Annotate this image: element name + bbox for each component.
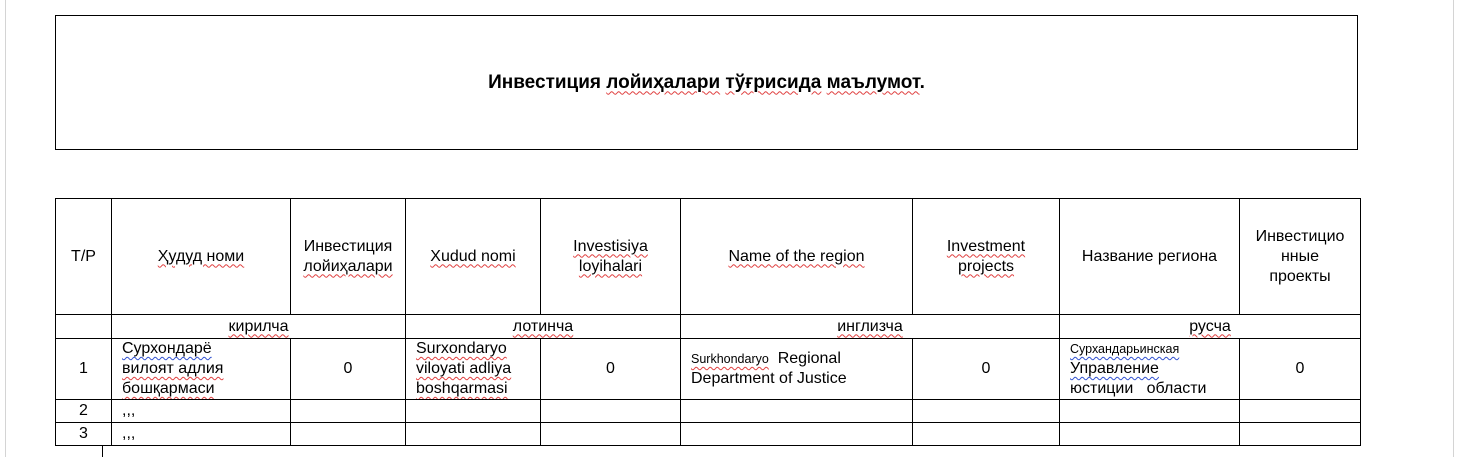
text-cursor: [102, 446, 103, 457]
header-lat-region: [406, 199, 541, 315]
cell-text: Regional: [768, 350, 841, 367]
language-row: [56, 315, 1361, 339]
header-text: Инвестиция: [303, 237, 393, 255]
language-cyrillic: [112, 315, 406, 339]
empty-cell: [1060, 423, 1240, 446]
cell-text: юстиции области: [1070, 380, 1207, 397]
ru-projects-cell: 0: [1240, 339, 1361, 400]
header-text: loyihalari: [578, 257, 643, 275]
language-label: лотинча: [512, 317, 574, 335]
header-text: Investment: [946, 237, 1026, 255]
lat-region-cell: [406, 339, 541, 400]
language-label: кирилча: [228, 317, 289, 335]
page-edge-right: [1453, 0, 1454, 457]
investment-table: [55, 198, 1361, 446]
empty-cell: [541, 423, 681, 446]
header-text: проекты: [1269, 267, 1331, 285]
language-label: инглизча: [837, 317, 903, 335]
en-projects-cell: 0: [913, 339, 1060, 400]
table-row: [56, 339, 1361, 400]
header-tp: Т/Р: [56, 199, 112, 315]
cyr-region-cell: ,,,: [112, 400, 291, 423]
table-row: [56, 400, 1361, 423]
empty-cell: [291, 423, 406, 446]
empty-cell: [1240, 423, 1361, 446]
header-lat-projects: [541, 199, 681, 315]
page-edge-left: [5, 0, 6, 457]
title-word: Инвестиция: [488, 71, 607, 93]
cell-text: Сурхандарьинская: [1070, 342, 1180, 356]
title-word: маълумот: [826, 71, 920, 93]
header-cyr-region: [112, 199, 291, 315]
header-cyr-projects: [291, 199, 406, 315]
cyr-projects-cell: 0: [291, 339, 406, 400]
header-text: Xudud nomi: [430, 247, 516, 265]
header-ru-projects: [1240, 199, 1361, 315]
cell-text: вилоят адлия: [122, 360, 224, 377]
cyr-region-cell: ,,,: [112, 423, 291, 446]
cell-text: бошқармаси: [122, 380, 215, 397]
header-text: Investisiya: [573, 237, 648, 255]
cyr-region-cell: [112, 339, 291, 400]
empty-cell: [406, 400, 541, 423]
title-period: .: [919, 71, 925, 93]
title-word: лойиҳалари: [606, 71, 721, 93]
empty-cell: [681, 423, 913, 446]
cell-text: Department of Justice: [691, 370, 847, 387]
header-en-projects: [913, 199, 1060, 315]
language-latin: [406, 315, 681, 339]
cell-text: Surkhondaryo: [691, 352, 769, 366]
cell-text: viloyati adliya: [416, 360, 512, 377]
lat-projects-cell: 0: [541, 339, 681, 400]
cell-text: Управление: [1070, 360, 1159, 377]
header-text: Инвестицио: [1255, 227, 1345, 245]
header-text: projects: [957, 257, 1015, 275]
header-en-region: [681, 199, 913, 315]
cell-text: Сурхондарё: [122, 340, 212, 357]
language-label: русча: [1189, 317, 1231, 335]
empty-cell: [913, 400, 1060, 423]
empty-cell: [1060, 400, 1240, 423]
header-text: Ҳудуд номи: [157, 247, 245, 265]
cell-text: boshqarmasi: [416, 380, 508, 397]
en-region-cell: [681, 339, 913, 400]
empty-cell: [681, 400, 913, 423]
header-text: лойиҳалари: [303, 257, 393, 275]
language-russian: [1060, 315, 1361, 339]
empty-cell: [1240, 400, 1361, 423]
language-english: [681, 315, 1060, 339]
table-row: [56, 423, 1361, 446]
ru-region-cell: [1060, 339, 1240, 400]
row-number: 3: [56, 423, 112, 446]
language-empty-cell: [56, 315, 112, 339]
header-text: Name of the region: [728, 247, 865, 265]
header-ru-region: Название региона: [1060, 199, 1240, 315]
row-number: 2: [56, 400, 112, 423]
title-box: [55, 15, 1358, 150]
empty-cell: [541, 400, 681, 423]
cell-text: Surxondaryo: [416, 340, 507, 357]
title-word: тўғрисида: [725, 71, 822, 93]
empty-cell: [913, 423, 1060, 446]
header-row: [56, 199, 1361, 315]
empty-cell: [406, 423, 541, 446]
row-number: 1: [56, 339, 112, 400]
header-text: нные: [1280, 247, 1320, 265]
empty-cell: [291, 400, 406, 423]
document-title: [488, 72, 925, 94]
